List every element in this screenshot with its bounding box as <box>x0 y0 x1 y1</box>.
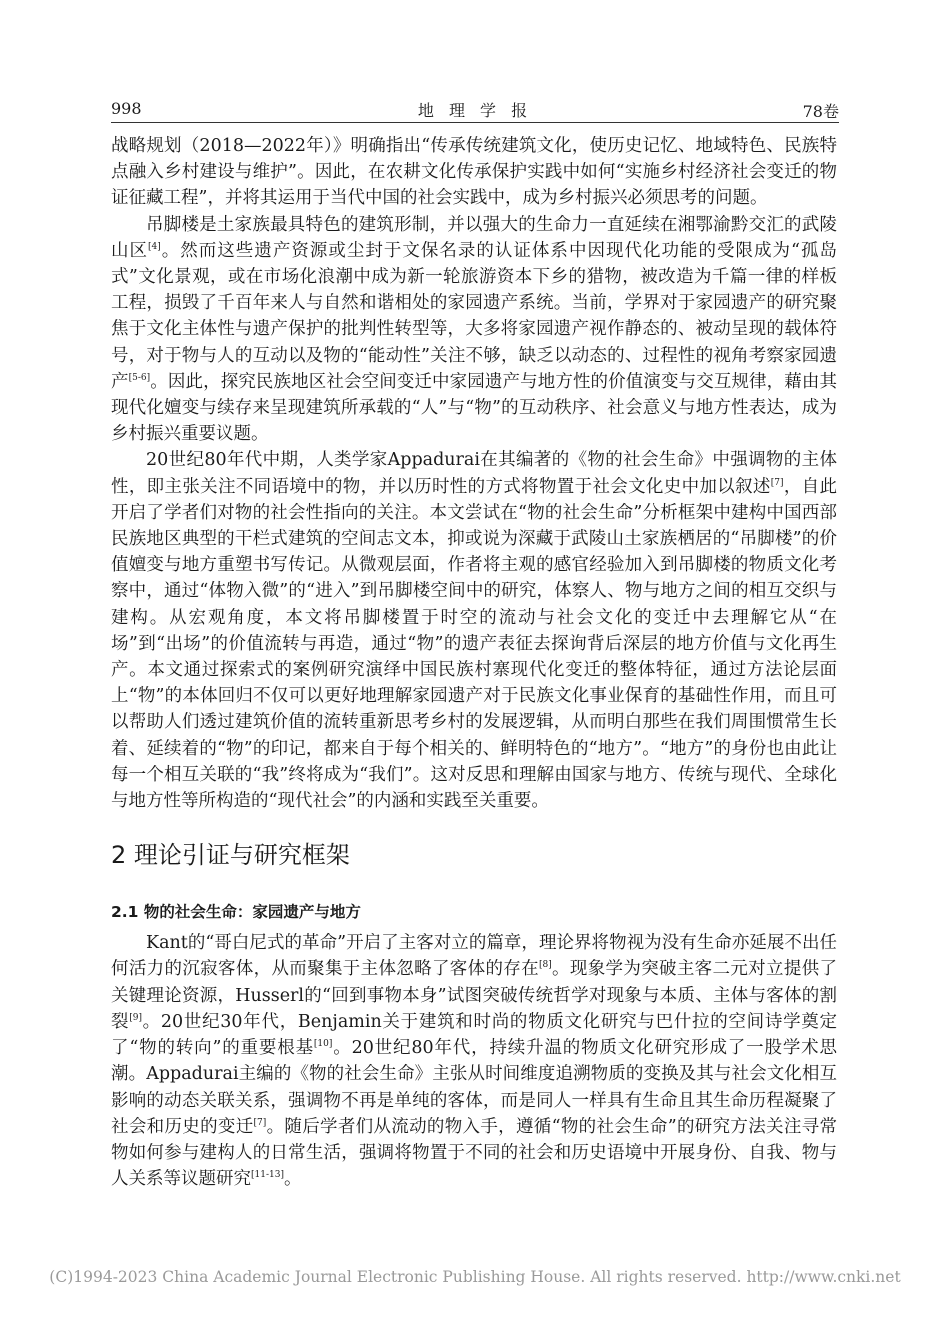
paragraph-text: 。现象学为突破主客二元对立提供了关键理论资源，Husserl的“回到事物本身”试图突破传统哲学对现象与本质、主体与客体的割裂 <box>111 959 838 1032</box>
paragraph-text: 。 <box>283 1169 302 1190</box>
citation-ref: [4] <box>148 241 161 252</box>
journal-title: 地 理 学 报 <box>417 101 533 120</box>
paragraph-text: 。20世纪30年代，Benjamin关于建筑和时尚的物质文化研究与巴什拉的空间诗学奠定了“物的转向”的重要根基 <box>111 1011 838 1059</box>
paragraph-text: 战略规划（2018—2022年）》明确指出“传承传统建筑文化，使历史记忆、地域特色、民族特点融入乡村建设与维护”。因此，在农耕文化传承保护实践中如何“实施乡村经济社会变迁的物证征藏工程”，并将其运用于当代中国的社会实践中，成为乡村振兴必须思考的问题。 <box>111 136 837 209</box>
copyright-footer: (C)1994-2023 China Academic Journal Electronic Publishing House. All rights reserved. http://www.cnki.net <box>49 1268 901 1286</box>
citation-ref: [7] <box>253 1117 267 1128</box>
paragraph-text: 。随后学者们从流动的物入手，遵循“物的社会生命”的研究方法关注寻常物如何参与建构人的日常生活，强调将物置于不同的社会和历史语境中开展身份、自我、物与人关系等议题研究 <box>111 1116 837 1190</box>
volume-label: 78卷 <box>802 102 839 121</box>
paragraph-text: ，自此开启了学者们对物的社会性指向的关注。本文尝试在“物的社会生命”分析框架中建构中国西部民族地区典型的干栏式建筑的空间志文本，抑或说为深藏于武陵山土家族栖居的“吊脚楼”的价值嬗变与地方重塑书写传记。从微观层面，作者将主观的感官经验加入到吊脚楼的物质文化考察中，通过“体物入微”的“进入”到吊脚楼空间中的研究，体察人、物与地方之间的相互交织与建构。从宏观角度，本文将吊脚楼置于时空的流动与社会文化的变迁中去理解它从“在场”到“出场”的价值流转与再造，通过“物”的遗产表征去探询背后深层的地方价值与文化再生产。本文通过探索式的案例研究演绎中国民族村寨现代化变迁的整体特征，通过方法论层面上“物”的本体回归不仅可以更好地理解家园遗产对于民族文化事业保育的基础性作用，而且可以帮助人们透过建筑价值的流转重新思考乡村的发展逻辑，从而明白那些在我们周围惯常生长着、延续着的“物”的印记，都来自于每个相关的、鲜明特色的“地方”。“地方”的身份也由此让每一个相互关联的“我”终将成为“我们”。这对反思和理解由国家与地方、传统与现代、全球化与地方性等所构造的“现代社会”的内涵和实践至关重要。 <box>111 476 838 812</box>
intro-paragraphs <box>111 133 837 814</box>
paragraph-text: 。然而这些遗产资源或尘封于文保名录的认证体系中因现代化功能的受限成为“孤岛式”文化景观，或在市场化浪潮中成为新一轮旅游资本下乡的猎物，被改造为千篇一律的样板工程，损毁了千百年来人与自然和谐相处的家园遗产系统。当前，学界对于家园遗产的研究聚焦于文化主体性与遗产保护的批判性转型等，大多将家园遗产视作静态的、被动呈现的载体符号，对于物与人的互动以及物的“能动性”关注不够，缺乏以动态的、过程性的视角考察家园遗产 <box>111 240 837 392</box>
article-body <box>111 133 837 1192</box>
citation-ref: [11-13] <box>251 1170 284 1181</box>
citation-ref: [8] <box>538 960 552 971</box>
body-paragraph <box>111 447 837 814</box>
citation-ref: [5-6] <box>128 373 151 383</box>
body-paragraph <box>111 930 837 1192</box>
section-heading: 2 理论引证与研究框架 <box>111 841 350 870</box>
paragraph-text: 20世纪80年代中期，人类学家Appadurai在其编著的《物的社会生命》中强调物的主体性，即主张关注不同语境中的物，并以历时性的方式将物置于社会文化史中加以叙述 <box>111 450 837 497</box>
citation-ref: [7] <box>770 477 784 488</box>
body-paragraph <box>111 133 837 212</box>
paragraph-text: Kant的“哥白尼式的革命”开启了主客对立的篇章，理论界将物视为没有生命亦延展不出任何活力的沉寂客体，从而聚集于主体忽略了客体的存在 <box>111 933 837 980</box>
paragraph-text: 。20世纪80年代，持续升温的物质文化研究形成了一股学术思潮。Appadurai主编的《物的社会生命》主张从时间维度追溯物质的变换及其与社会文化相互影响的动态关联关系，强调物不再是单纯的客体，而是同人一样具有生命且其生命历程凝聚了社会和历史的变迁 <box>111 1038 837 1137</box>
page-number: 998 <box>111 99 142 118</box>
paragraph-text: 吊脚楼是土家族最具特色的建筑形制，并以强大的生命力一直延续在湘鄂渝黔交汇的武陵山区 <box>111 214 837 261</box>
header-rule <box>111 122 839 123</box>
body-paragraph <box>111 212 837 448</box>
paragraph-text: 。因此，探究民族地区社会空间变迁中家园遗产与地方性的价值演变与交互规律，藉由其现代化嬗变与续存来呈现建筑所承载的“人”与“物”的互动秩序、社会意义与地方性表达，成为乡村振兴重要议题。 <box>111 371 838 445</box>
page-header <box>0 0 950 125</box>
section-paragraphs <box>111 930 837 1192</box>
citation-ref: [10] <box>313 1039 333 1050</box>
citation-ref: [9] <box>129 1013 142 1024</box>
subsection-heading: 2.1 物的社会生命：家园遗产与地方 <box>111 903 361 922</box>
